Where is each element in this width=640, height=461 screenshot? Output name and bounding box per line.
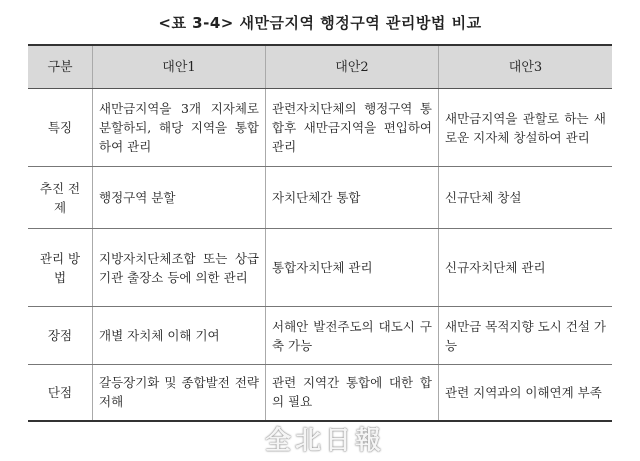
row-label-features: 특징 [28, 89, 93, 167]
table-cell: 관련자치단체의 행정구역 통합후 새만금지역을 편입하여 관리 [266, 89, 439, 167]
table-cell: 신규자치단체 관리 [439, 229, 613, 307]
table-cell: 통합자치단체 관리 [266, 229, 439, 307]
table-cell: 자치단체간 통합 [266, 167, 439, 229]
table-cell: 서해안 발전주도의 대도시 구축 가능 [266, 307, 439, 365]
row-label-advantages: 장점 [28, 307, 93, 365]
table-row [28, 89, 612, 167]
header-category: 구분 [28, 45, 93, 89]
table-caption: <표 3-4> 새만금지역 행정구역 관리방법 비교 [158, 14, 482, 32]
table-cell: 관련 지역간 통합에 대한 합의 필요 [266, 365, 439, 421]
table-cell: 지방자치단체조합 또는 상급기관 출장소 등에 의한 관리 [93, 229, 266, 307]
header-option-1: 대안1 [93, 45, 266, 89]
row-label-disadvantages: 단점 [28, 365, 93, 421]
table-cell: 관련 지역과의 이해연계 부족 [439, 365, 613, 421]
table-cell: 갈등장기화 및 종합발전 전략 저해 [93, 365, 266, 421]
comparison-table [28, 44, 612, 422]
table-cell: 새만금지역을 관할로 하는 새로운 지자체 창설하여 관리 [439, 89, 613, 167]
row-label-premise: 추진 전제 [28, 167, 93, 229]
row-label-management: 관리 방법 [28, 229, 93, 307]
table-row [28, 167, 612, 229]
header-option-3: 대안3 [439, 45, 613, 89]
table-row [28, 229, 612, 307]
table-cell: 새만금 목적지향 도시 건설 가능 [439, 307, 613, 365]
table-row [28, 365, 612, 421]
table-cell: 신규단체 창설 [439, 167, 613, 229]
header-option-2: 대안2 [266, 45, 439, 89]
table-cell: 새만금지역을 3개 지자체로 분할하되, 해당 지역을 통합하여 관리 [93, 89, 266, 167]
table-cell: 개별 자치체 이해 기여 [93, 307, 266, 365]
header-row [28, 45, 612, 89]
table-cell: 행정구역 분할 [93, 167, 266, 229]
table-row [28, 307, 612, 365]
newspaper-watermark-logo: 全北日報 [264, 426, 385, 456]
